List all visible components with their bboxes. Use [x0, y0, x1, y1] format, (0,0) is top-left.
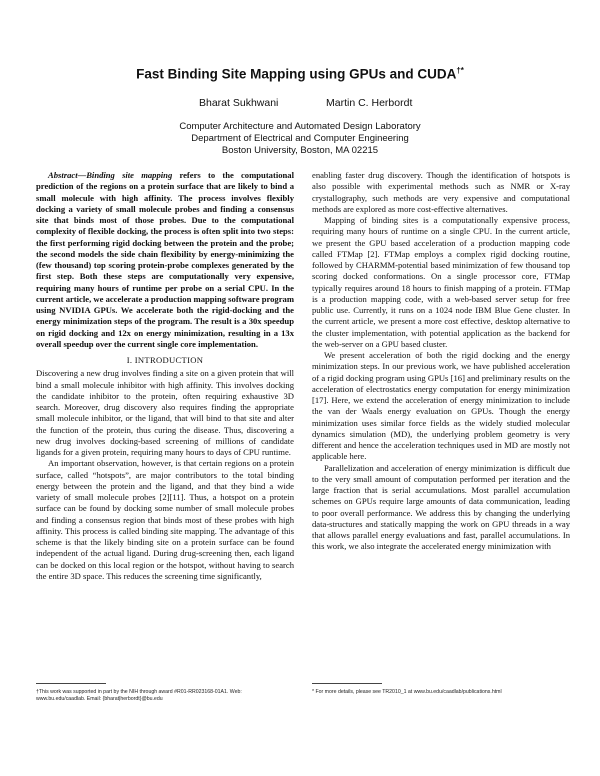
affiliation-line-3: Boston University, Boston, MA 02215 — [221, 145, 379, 156]
author-2: Martin C. Herbordt — [326, 97, 413, 109]
left-column — [36, 170, 294, 582]
abstract-body: refers to the computational prediction of the regions on a protein surface that are likely to bind a small molecule with high affinity. The process involves flexibly docking a variety of small molecule probes and finding a consensus site that binds most of those probes. Due to the computational complexity of flexible docking, the process is often split into two steps: the first performing rigid docking between the protein and the probe; the second models the side chain flexibility by energy-minimizing the (few thousand) top scoring protein-probe complexes generated by the first step. Both these steps are computationally very expensive, requiring many hours of runtime per probe on a serial CPU. In the current article, we accelerate a production mapping software program using NVIDIA GPUs. We accelerate both the rigid-docking and the energy minimization steps of the program. The result is a 30x speedup on rigid docking and 12x on energy minimization, resulting in a 13x overall speedup over the current single core implementation. — [36, 170, 294, 349]
affiliation-line-1: Computer Architecture and Automated Design Laboratory — [179, 121, 421, 132]
title-footnote-mark: †* — [456, 66, 464, 75]
abstract — [36, 170, 294, 350]
right-paragraph-4: Parallelization and acceleration of energy minimization is difficult due to the very small amount of computation performed per iteration and the large fraction that is serial accumulations. Most parallel accumulation schemes on GPUs require large amounts of data communication, leading to poor overall performance. We address this by changing the underlying data-structures and statically mapping the work on GPU threads in a way that allows parallel energy evaluations and fast, parallel accumulations. In this work, we also integrate the accelerated energy minimization with — [312, 462, 570, 552]
footnote-details: * For more details, please see TR2010_1 at www.bu.edu/caadlab/publications.html — [312, 689, 502, 695]
paper-title — [40, 66, 560, 82]
abstract-lead: Abstract—Binding site mapping — [48, 170, 173, 180]
right-paragraph-1: enabling faster drug discovery. Though the identification of hotspots is also possible with experimental methods such as NMR or X-ray crystallography, such methods are very expensive and computational methods are explored as more cost-effective alternatives. — [312, 170, 570, 214]
right-column — [312, 170, 570, 553]
right-paragraph-2: Mapping of binding sites is a computationally expensive process, requiring many hours of runtime on a single CPU. In the current article, we present the GPU based acceleration of a production mapping code called FTMap [2]. FTMap employs a complex rigid docking routine, followed by CHARMM-potential based minimization of few thousand top scoring docked conformations. On a single processor core, FTMap typically requires around 18 hours to finish mapping of a protein. FTMap is a production mapping code, with a web-based server setup for free public use. Currently, it runs on a 1024 node IBM Blue Gene cluster. In the current article, we present a more cost effective, desktop alternative to the cluster implementation, with potential application as the backend for the web-server on a GPU based cluster. — [312, 215, 570, 349]
intro-paragraph-1: Discovering a new drug involves finding a site on a given protein that will bind a small molecule inhibitor with high affinity. This involves docking the candidate inhibitor to the protein, often requiring exhaustive 3D search. Moreover, drug discovery also requires finding the appropriate small molecule inhibitor, or the ligand, that will bind to that site and alter the function of the protein, thus curing the disease. Thus, discovering a new drug involves docking-based screening of millions of candidate ligands for a given protein, requiring many hours to days of CPU runtime. — [36, 368, 294, 457]
affiliation-line-2: Department of Electrical and Computer Engineering — [191, 133, 409, 144]
affiliation — [40, 121, 560, 157]
footnote-rule-left — [36, 683, 106, 684]
section-heading-introduction: I. INTRODUCTION — [126, 355, 204, 365]
intro-paragraph-2: An important observation, however, is that certain regions on a protein surface, called “hotspots”, are major contributors to the total binding energy between the protein and the ligand, and that they bind a wide variety of small molecule probes [2][11]. Thus, a hotspot on a protein surface can be found by docking some number of small molecule probes and finding a consensus region that binds most of these probes with high affinity. This process is called binding site mapping. The advantage of this scheme is that the likely binding site on a protein surface can be found independent of the actual ligand. During drug-screening then, each ligand can be docked on this local region or the hotspot, without having to search the entire 3D space. This reduces the screening time significantly, — [36, 458, 294, 581]
footnote-rule-right — [312, 683, 382, 684]
title-text: Fast Binding Site Mapping using GPUs and CUDA — [136, 66, 457, 82]
right-paragraph-3: We present acceleration of both the rigid docking and the energy minimization steps. In our previous work, we have published acceleration of a rigid docking program using GPUs [16] and preliminary results on the acceleration of electrostatics energy computation for energy minimization [17]. Here, we extend the acceleration of energy minimization to include the van der Waals energy evaluation on GPUs. Though the energy minimization uses similar force fields as the widely studied molecular dynamics simulation (MD), the underlying problem geometry is very different and hence the acceleration techniques used in MD are mostly not applicable here. — [312, 350, 570, 462]
author-1: Bharat Sukhwani — [199, 97, 279, 109]
footnote-funding: †This work was supported in part by the NIH through award #R01-RR023168-01A1. Web: www.bu.edu/caadlab. Email: {bharat|herbordt}@bu.edu — [36, 689, 242, 702]
